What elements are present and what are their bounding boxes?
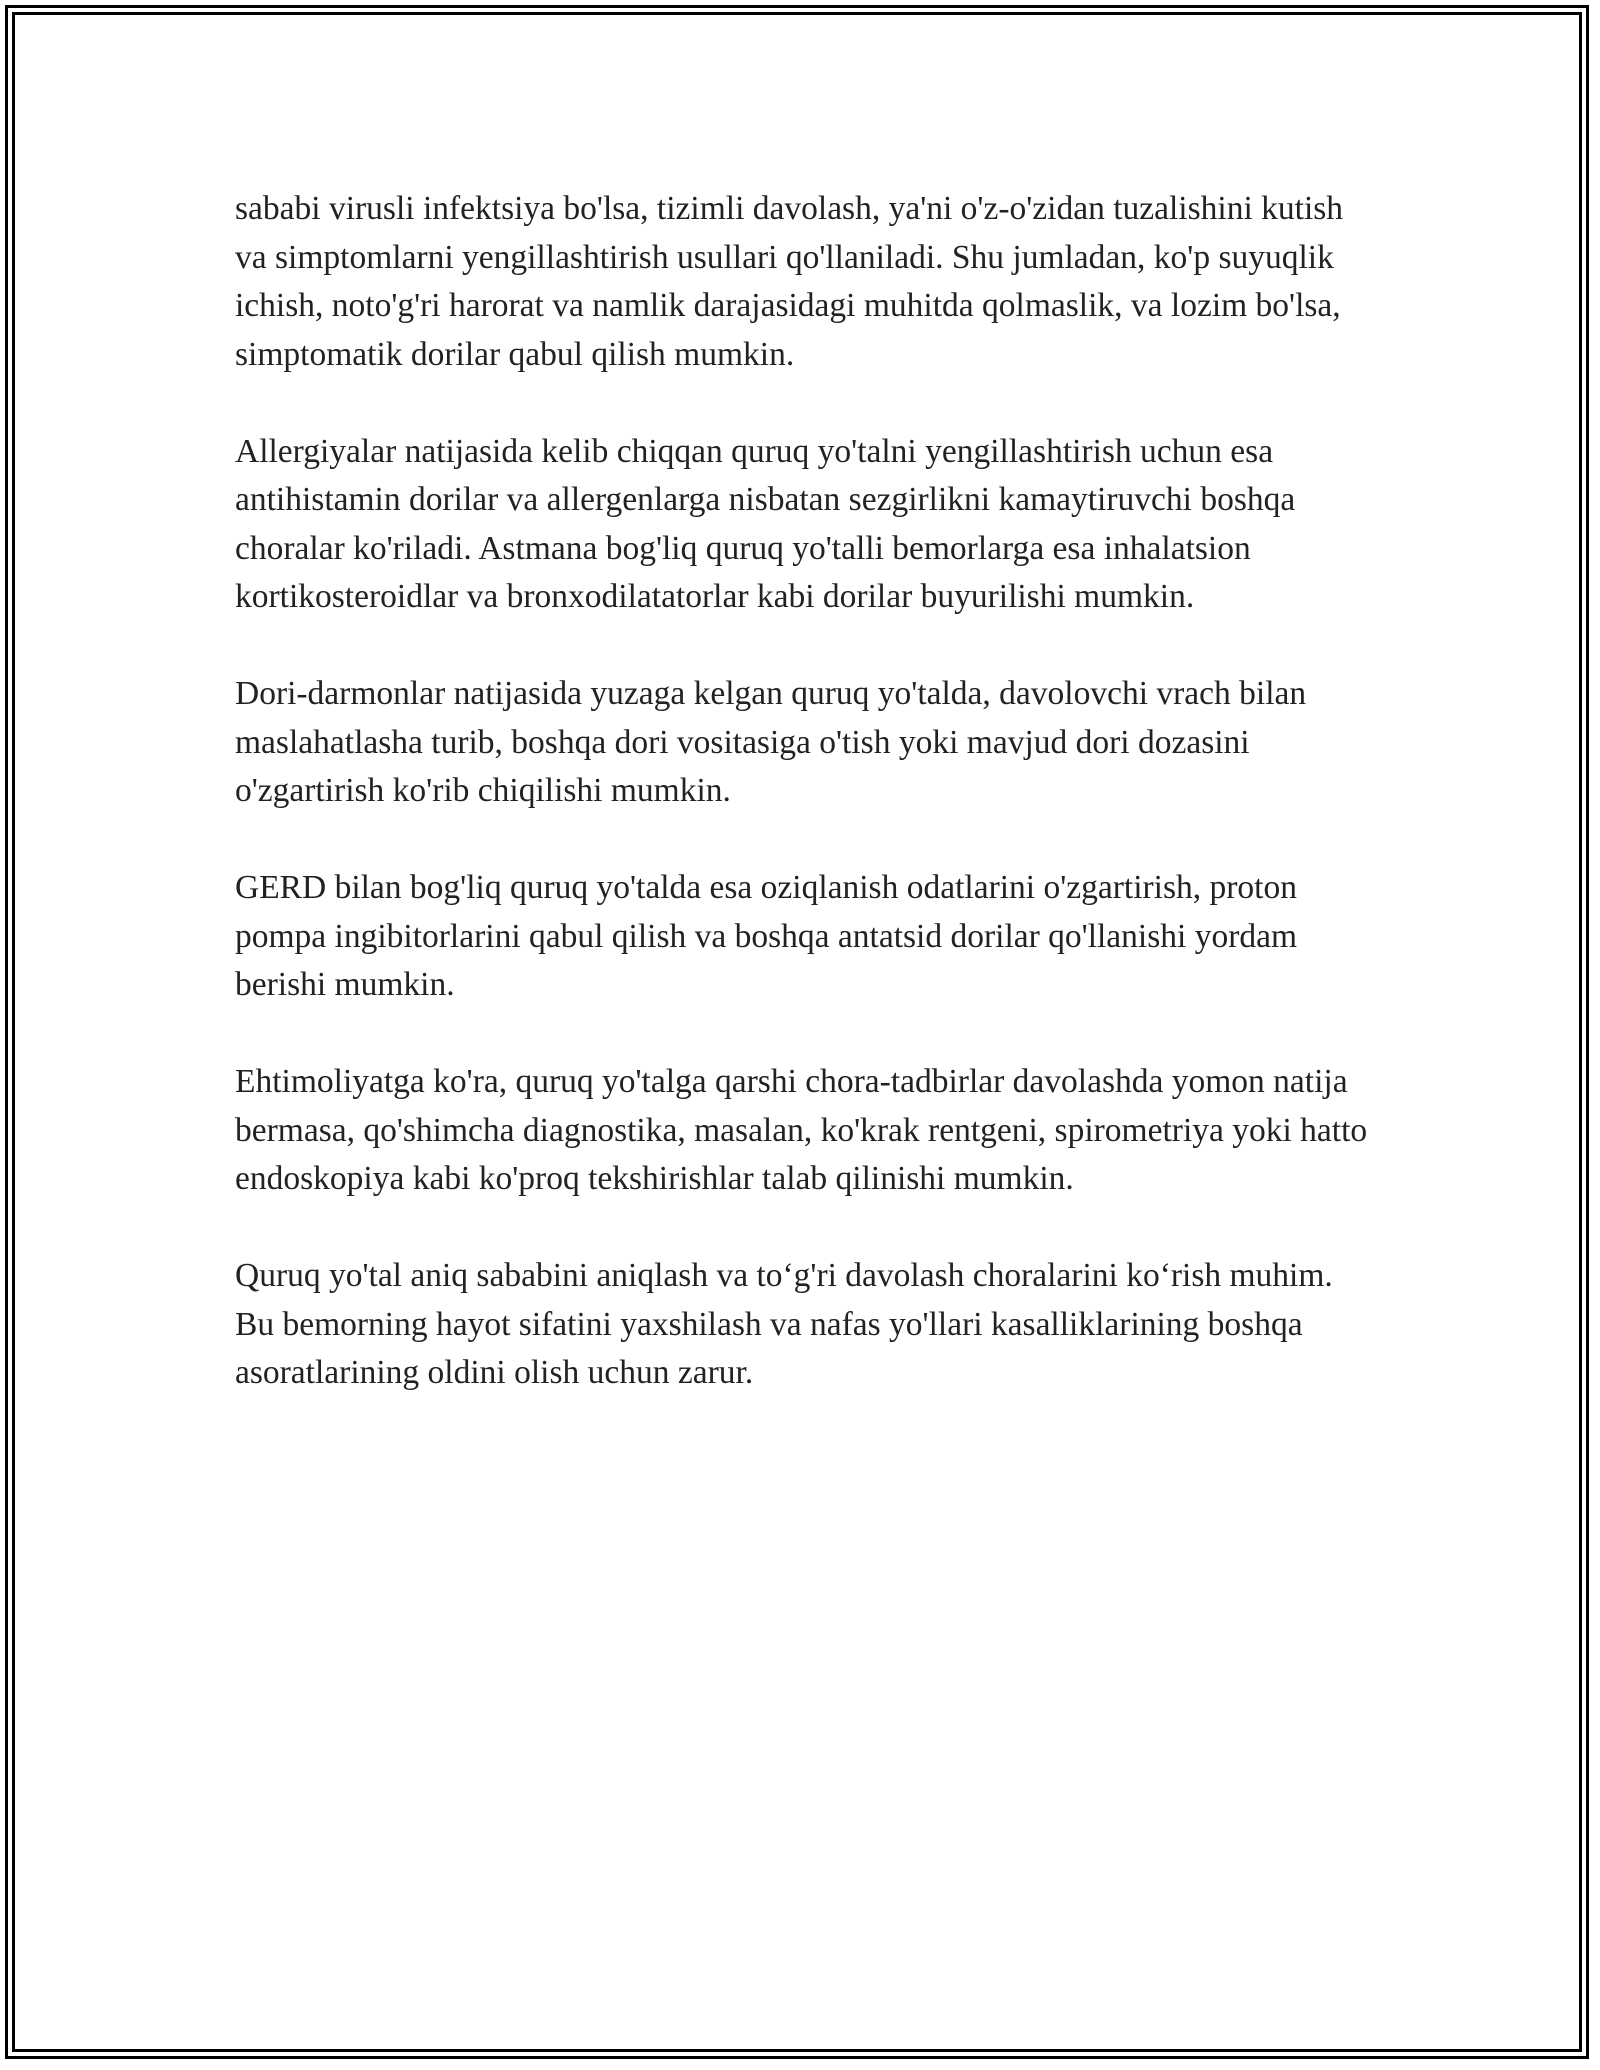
paragraph-2: Allergiyalar natijasida kelib chiqqan quruq yo'talni yengillashtirish uchun esa antihistamin dorilar va allergenlarga nisbatan sezgirlikni kamaytiruvchi boshqa choralar ko'riladi. Astmana bog'liq quruq yo'talli bemorlarga esa inhalatsion kortikosteroidlar va bronxodilatatorlar kabi dorilar buyurilishi mumkin.	[235, 432, 1296, 615]
paragraph-4: GERD bilan bog'liq quruq yo'talda esa oziqlanish odatlarini o'zgartirish, proton pompa ingibitorlarini qabul qilish va boshqa antatsid dorilar qo'llanishi yordam berishi mumkin.	[235, 869, 1298, 1003]
document-body	[235, 185, 1375, 1446]
paragraph-5: Ehtimoliyatga ko'ra, quruq yo'talga qarshi chora-tadbirlar davolashda yomon natija bermasa, qo'shimcha diagnostika, masalan, ko'krak rentgeni, spirometriya yoki hatto endoskopiya kabi ko'proq tekshirishlar talab qilinishi mumkin.	[235, 1063, 1368, 1197]
paragraph-3: Dori-darmonlar natijasida yuzaga kelgan quruq yo'talda, davolovchi vrach bilan maslahatlasha turib, boshqa dori vositasiga o'tish yoki mavjud dori dozasini o'zgartirish ko'rib chiqilishi mumkin.	[235, 675, 1307, 809]
paragraph-1: sababi virusli infektsiya bo'lsa, tizimli davolash, ya'ni o'z-o'zidan tuzalishini kutish va simptomlarni yengillashtirish usullari qo'llaniladi. Shu jumladan, ko'p suyuqlik ichish, noto'g'ri harorat va namlik darajasidagi muhitda qolmaslik, va lozim bo'lsa, simptomatik dorilar qabul qilish mumkin.	[235, 190, 1344, 373]
paragraph-6: Quruq yo'tal aniq sababini aniqlash va to‘g'ri davolash choralarini ko‘rish muhim. Bu bemorning hayot sifatini yaxshilash va nafas yo'llari kasalliklarining boshqa asoratlarining oldini olish uchun zarur.	[235, 1257, 1333, 1391]
